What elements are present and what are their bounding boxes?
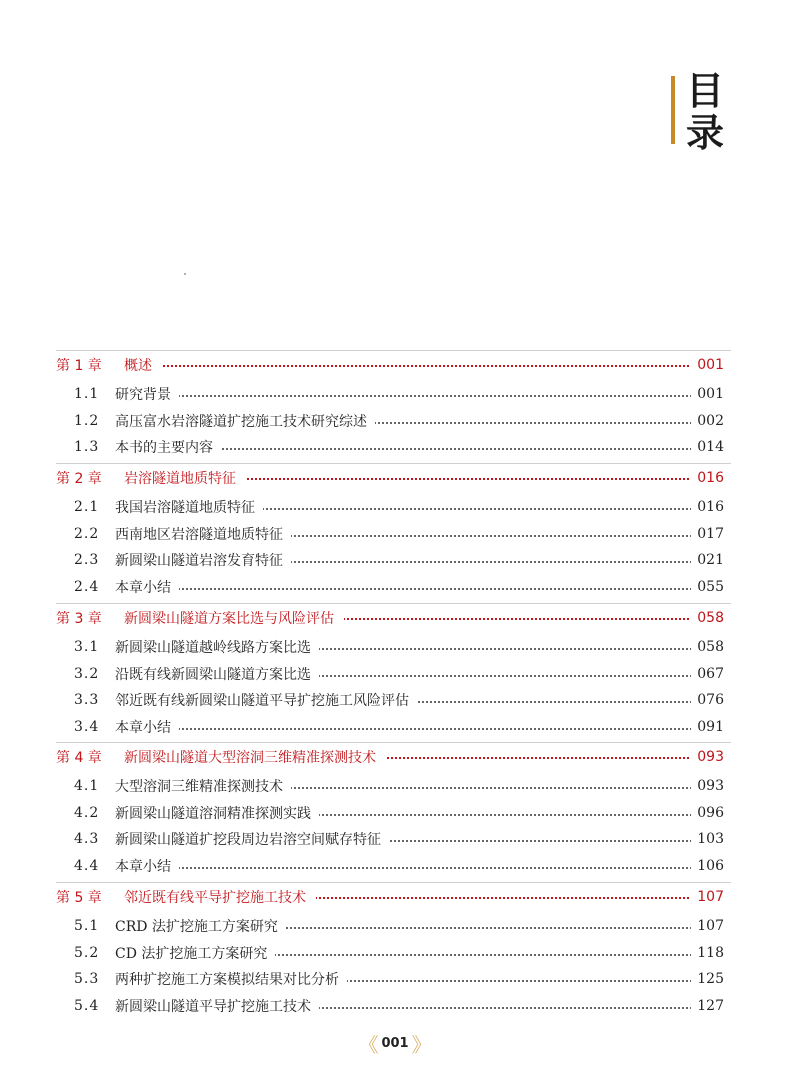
toc-section-row[interactable] bbox=[0, 547, 790, 573]
toc-chapter-row[interactable] bbox=[0, 744, 790, 770]
chapter-divider bbox=[56, 603, 731, 604]
section-leader-dots bbox=[115, 728, 720, 730]
section-number: 4.3 bbox=[74, 831, 100, 847]
toc-section-row[interactable] bbox=[0, 714, 790, 740]
section-page-number: 125 bbox=[691, 971, 724, 987]
toc-section-row[interactable] bbox=[0, 800, 790, 826]
section-number: 3.1 bbox=[74, 639, 100, 655]
chapter-number: 第 3 章 bbox=[56, 611, 102, 627]
section-number: 4.1 bbox=[74, 778, 100, 794]
section-page-number: 103 bbox=[691, 831, 724, 847]
footer-left-ornament: 《 bbox=[358, 1032, 379, 1057]
section-title: CRD 法扩挖施工方案研究 bbox=[115, 916, 286, 936]
section-page-number: 017 bbox=[691, 526, 724, 542]
page-title bbox=[681, 70, 729, 154]
section-number: 2.4 bbox=[74, 578, 100, 595]
section-number: 4.4 bbox=[74, 857, 100, 874]
chapter-number: 第 5 章 bbox=[56, 890, 102, 906]
section-title: 新圆梁山隧道平导扩挖施工技术 bbox=[115, 996, 319, 1016]
chapter-number: 第 4 章 bbox=[56, 750, 102, 766]
section-number: 5.3 bbox=[74, 971, 100, 987]
section-number: 3.2 bbox=[74, 665, 100, 682]
section-title: 本章小结 bbox=[115, 577, 179, 597]
toc-section-row[interactable] bbox=[0, 826, 790, 852]
section-number: 1.2 bbox=[74, 412, 100, 429]
section-title: 本章小结 bbox=[115, 856, 179, 876]
section-title: 高压富水岩溶隧道扩挖施工技术研究综述 bbox=[115, 411, 375, 431]
section-number: 5.1 bbox=[74, 918, 100, 934]
section-page-number: 002 bbox=[691, 413, 724, 429]
section-page-number: 016 bbox=[691, 499, 724, 515]
toc-section-row[interactable] bbox=[0, 913, 790, 939]
toc-chapter-row[interactable] bbox=[0, 605, 790, 631]
toc-chapter-row[interactable] bbox=[0, 352, 790, 378]
chapter-page-number: 016 bbox=[691, 470, 724, 486]
chapter-divider bbox=[56, 463, 731, 464]
toc-section-row[interactable] bbox=[0, 574, 790, 600]
section-leader-dots bbox=[115, 588, 720, 590]
section-title: 两种扩挖施工方案模拟结果对比分析 bbox=[115, 969, 347, 989]
chapter-leader-dots bbox=[124, 365, 720, 367]
section-title: 新圆梁山隧道溶洞精准探测实践 bbox=[115, 803, 319, 823]
section-page-number: 055 bbox=[691, 579, 724, 595]
section-number: 3.3 bbox=[74, 692, 100, 708]
section-title: 研究背景 bbox=[115, 384, 179, 404]
chapter-page-number: 107 bbox=[691, 889, 724, 905]
section-title: CD 法扩挖施工方案研究 bbox=[115, 943, 275, 963]
page-title-char-1: 目 bbox=[685, 69, 724, 113]
toc-section-row[interactable] bbox=[0, 434, 790, 460]
title-accent-bar bbox=[671, 76, 675, 144]
chapter-page-number: 093 bbox=[691, 749, 724, 765]
section-title: 西南地区岩溶隧道地质特征 bbox=[115, 524, 291, 544]
section-page-number: 014 bbox=[691, 439, 724, 455]
print-speck bbox=[184, 273, 186, 275]
section-page-number: 058 bbox=[691, 639, 724, 655]
section-page-number: 107 bbox=[691, 918, 724, 934]
section-number: 2.3 bbox=[74, 552, 100, 568]
section-number: 1.3 bbox=[74, 439, 100, 455]
section-number: 3.4 bbox=[74, 718, 100, 735]
toc-chapter-row[interactable] bbox=[0, 884, 790, 910]
toc-section-row[interactable] bbox=[0, 661, 790, 687]
toc-section-row[interactable] bbox=[0, 408, 790, 434]
chapter-divider bbox=[56, 882, 731, 883]
toc-section-row[interactable] bbox=[0, 687, 790, 713]
toc-section-row[interactable] bbox=[0, 993, 790, 1019]
section-title: 新圆梁山隧道岩溶发育特征 bbox=[115, 550, 291, 570]
toc-section-row[interactable] bbox=[0, 634, 790, 660]
section-title: 本书的主要内容 bbox=[115, 437, 221, 457]
chapter-divider bbox=[56, 350, 731, 351]
toc-section-row[interactable] bbox=[0, 521, 790, 547]
section-leader-dots bbox=[115, 867, 720, 869]
section-number: 2.2 bbox=[74, 525, 100, 542]
section-title: 沿既有线新圆梁山隧道方案比选 bbox=[115, 664, 319, 684]
section-page-number: 001 bbox=[691, 386, 724, 402]
section-title: 邻近既有线新圆梁山隧道平导扩挖施工风险评估 bbox=[115, 690, 417, 710]
section-page-number: 091 bbox=[691, 719, 724, 735]
section-number: 5.2 bbox=[74, 944, 100, 961]
section-title: 新圆梁山隧道越岭线路方案比选 bbox=[115, 637, 319, 657]
section-page-number: 021 bbox=[691, 552, 724, 568]
section-page-number: 118 bbox=[691, 945, 724, 961]
toc-section-row[interactable] bbox=[0, 773, 790, 799]
section-page-number: 106 bbox=[691, 858, 724, 874]
chapter-title: 概述 bbox=[124, 355, 162, 375]
section-leader-dots bbox=[115, 395, 720, 397]
chapter-title: 邻近既有线平导扩挖施工技术 bbox=[124, 887, 316, 907]
section-title: 我国岩溶隧道地质特征 bbox=[115, 497, 263, 517]
toc-section-row[interactable] bbox=[0, 381, 790, 407]
chapter-title: 新圆梁山隧道方案比选与风险评估 bbox=[124, 608, 344, 628]
section-title: 新圆梁山隧道扩挖段周边岩溶空间赋存特征 bbox=[115, 829, 389, 849]
section-page-number: 127 bbox=[691, 998, 724, 1014]
chapter-page-number: 058 bbox=[691, 610, 724, 626]
footer-page-number: 001 bbox=[381, 1035, 409, 1051]
section-page-number: 096 bbox=[691, 805, 724, 821]
section-page-number: 093 bbox=[691, 778, 724, 794]
footer-right-ornament: 》 bbox=[411, 1032, 432, 1057]
toc-section-row[interactable] bbox=[0, 940, 790, 966]
chapter-number: 第 2 章 bbox=[56, 471, 102, 487]
section-number: 2.1 bbox=[74, 499, 100, 515]
section-number: 1.1 bbox=[74, 386, 100, 402]
page-title-char-2: 录 bbox=[685, 111, 724, 155]
section-number: 4.2 bbox=[74, 804, 100, 821]
toc-section-row[interactable] bbox=[0, 966, 790, 992]
toc-section-row[interactable] bbox=[0, 494, 790, 520]
chapter-number: 第 1 章 bbox=[56, 358, 102, 374]
page-footer bbox=[360, 1030, 430, 1056]
section-title: 本章小结 bbox=[115, 717, 179, 737]
toc-chapter-row[interactable] bbox=[0, 465, 790, 491]
chapter-page-number: 001 bbox=[691, 357, 724, 373]
section-page-number: 076 bbox=[691, 692, 724, 708]
chapter-title: 新圆梁山隧道大型溶洞三维精准探测技术 bbox=[124, 747, 386, 767]
chapter-divider bbox=[56, 742, 731, 743]
section-title: 大型溶洞三维精准探测技术 bbox=[115, 776, 291, 796]
chapter-title: 岩溶隧道地质特征 bbox=[124, 468, 246, 488]
toc-section-row[interactable] bbox=[0, 853, 790, 879]
section-page-number: 067 bbox=[691, 666, 724, 682]
section-number: 5.4 bbox=[74, 997, 100, 1014]
